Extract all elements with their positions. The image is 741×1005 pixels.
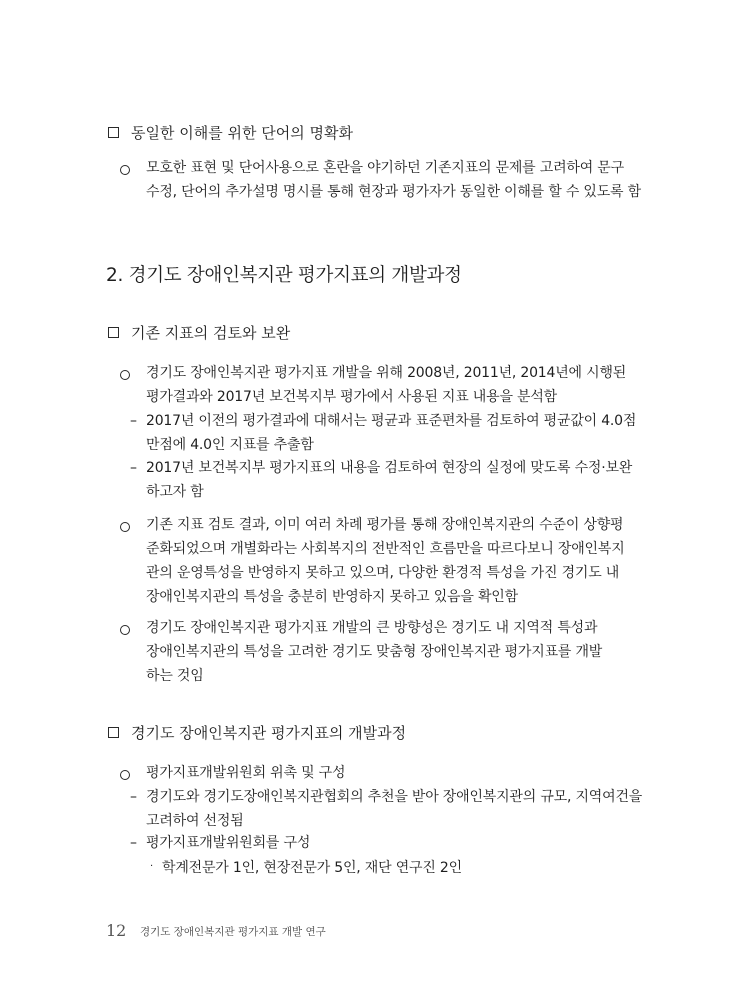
text-line: 경기도 장애인복지관 평가지표 개발의 큰 방향성은 경기도 내 지역적 특성과 xyxy=(146,620,598,636)
paragraph xyxy=(146,831,310,855)
text-line: 모호한 표현 및 단어사용으로 혼란을 야기하던 기존지표의 문제를 고려하여 문구 xyxy=(146,160,624,176)
paragraph xyxy=(146,785,642,833)
paragraph xyxy=(146,761,345,785)
text-line: 평가결과와 2017년 보건복지부 평가에서 사용된 지표 내용을 분석함 xyxy=(146,389,558,405)
paragraph xyxy=(146,456,632,504)
circle-bullet-icon xyxy=(120,366,130,385)
text-line: 준화되었으며 개별화라는 사회복지의 전반적인 흐름만을 따르다보니 장애인복지 xyxy=(146,541,625,557)
section-heading-1: 동일한 이해를 위한 단어의 명확화 xyxy=(108,121,353,145)
paragraph xyxy=(146,513,625,609)
text-line: 하고자 함 xyxy=(146,484,204,500)
square-bullet-icon xyxy=(108,727,119,738)
text-line: 만점에 4.0인 지표를 추출함 xyxy=(146,437,314,453)
text-line: 평가지표개발위원회를 구성 xyxy=(146,835,311,851)
paragraph xyxy=(146,616,602,688)
square-bullet-icon xyxy=(108,127,119,138)
circle-bullet-icon xyxy=(120,161,130,180)
dot-bullet: · xyxy=(150,861,153,872)
text-line: 경기도 장애인복지관 평가지표 개발을 위해 2008년, 2011년, 2014년에 시행된 xyxy=(146,365,627,381)
text-line: 수정, 단어의 추가설명 명시를 통해 현장과 평가자가 동일한 이해를 할 수 있도록 함 xyxy=(146,184,641,200)
text-line: 하는 것임 xyxy=(146,668,204,684)
dash-bullet: – xyxy=(130,460,137,476)
square-bullet-icon xyxy=(108,327,119,338)
dash-bullet: – xyxy=(130,789,137,805)
dash-bullet: – xyxy=(130,835,137,851)
paragraph xyxy=(162,856,462,880)
circle-bullet-icon xyxy=(120,621,130,640)
circle-bullet-icon xyxy=(120,518,130,537)
running-footer-title: 경기도 장애인복지관 평가지표 개발 연구 xyxy=(140,926,326,938)
paragraph xyxy=(146,361,626,409)
paragraph xyxy=(146,409,636,457)
text-line: 고려하여 선정됨 xyxy=(146,813,244,829)
text-line: 경기도와 경기도장애인복지관협회의 추천을 받아 장애인복지관의 규모, 지역여건을 xyxy=(146,789,643,805)
text-line: 2017년 보건복지부 평가지표의 내용을 검토하여 현장의 실정에 맞도록 수정·보완 xyxy=(146,460,633,476)
text-line: 기존 지표 검토 결과, 이미 여러 차례 평가를 통해 장애인복지관의 수준이 상향평 xyxy=(146,517,624,533)
section-heading-3: 경기도 장애인복지관 평가지표의 개발과정 xyxy=(108,721,406,745)
text-line: 관의 운영특성을 반영하지 못하고 있으며, 다양한 환경적 특성을 가진 경기도 내 xyxy=(146,565,620,581)
text-line: 2017년 이전의 평가결과에 대해서는 평균과 표준편차를 검토하여 평균값이 4.0점 xyxy=(146,413,637,429)
text-line: 평가지표개발위원회 위촉 및 구성 xyxy=(146,765,346,781)
section-heading-2: 기존 지표의 검토와 보완 xyxy=(108,321,290,345)
section-title: 2. 경기도 장애인복지관 평가지표의 개발과정 xyxy=(106,265,462,286)
paragraph xyxy=(146,156,641,204)
text-line: 장애인복지관의 특성을 고려한 경기도 맞춤형 장애인복지관 평가지표를 개발 xyxy=(146,644,603,660)
page-number: 12 xyxy=(106,921,127,940)
circle-bullet-icon xyxy=(120,766,130,785)
dash-bullet: – xyxy=(130,413,137,429)
text-line: 학계전문가 1인, 현장전문가 5인, 재단 연구진 2인 xyxy=(162,860,462,876)
text-line: 장애인복지관의 특성을 충분히 반영하지 못하고 있음을 확인함 xyxy=(146,589,518,605)
